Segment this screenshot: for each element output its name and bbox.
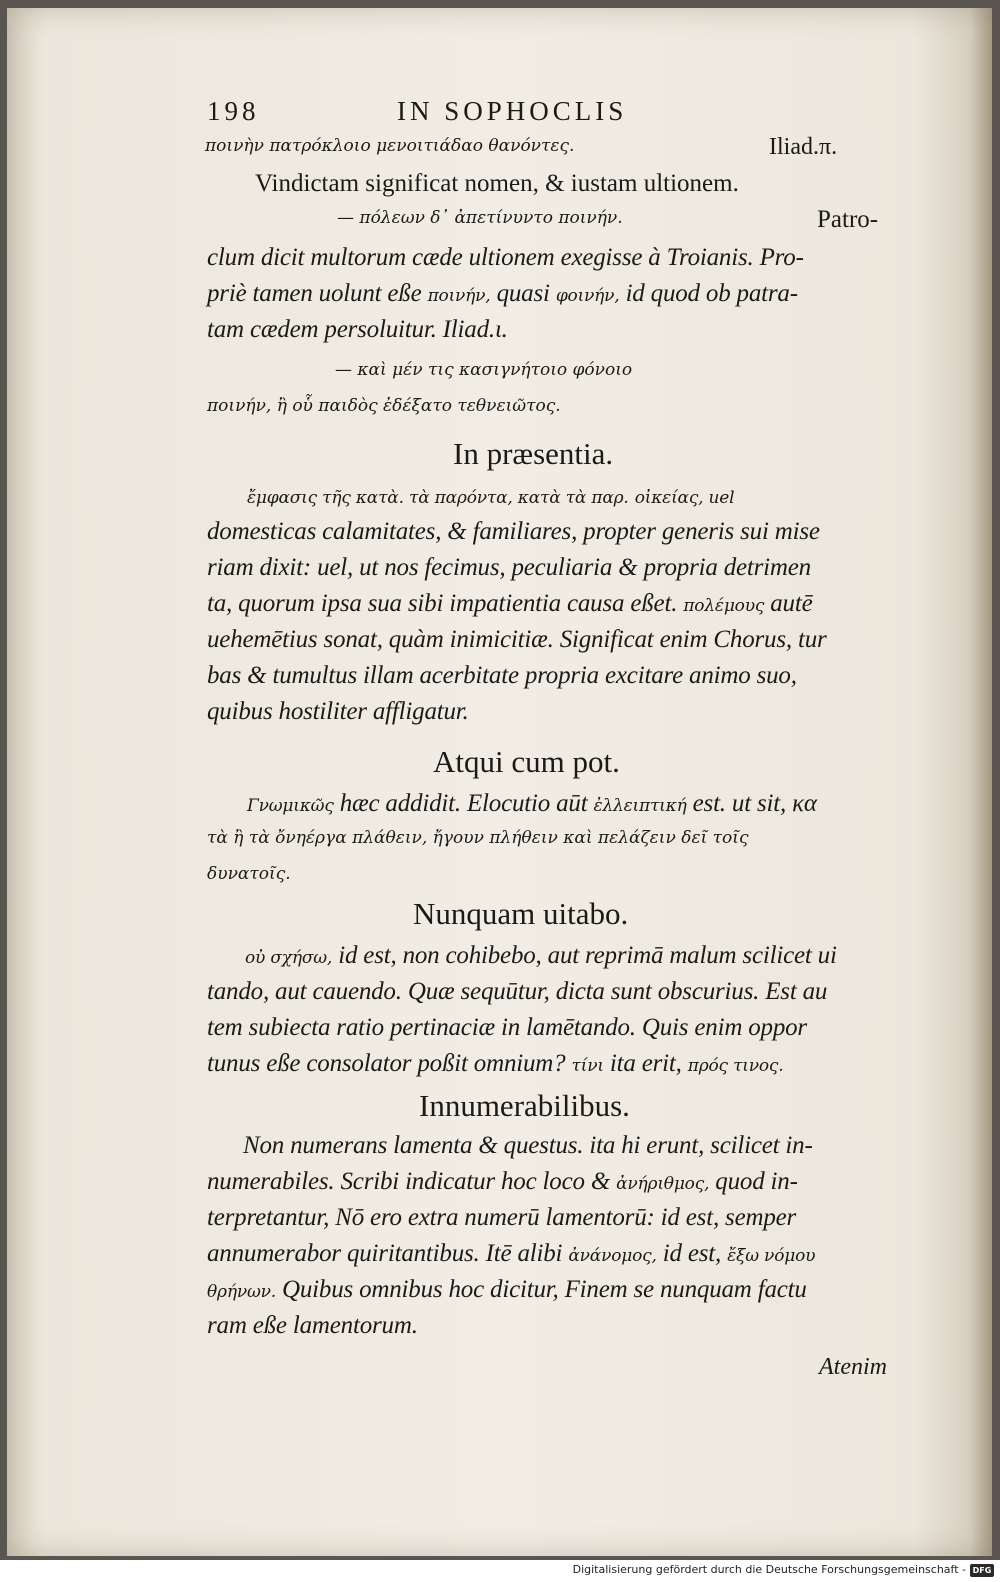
text-line [245,942,837,970]
greek-quote: — πόλεων δ᾽ ἀπετίνυντο ποινήν. [337,208,623,228]
text-line: tando, aut cauendo. Quæ sequūtur, dicta sunt obscurius. Est au [207,978,828,1005]
latin-text: annumerabor quiritantibus. Itē alibi [207,1240,563,1267]
latin-text: quod in- [715,1168,798,1195]
greek-quote: ποινήν, ἢ οὗ παιδὸς ἐδέξατο τεθνειῶτος. [207,396,561,416]
latin-text: autē [770,590,813,617]
greek-word: φοινήν, [555,286,620,306]
latin-text: ita erit, [609,1050,682,1077]
text-line: quibus hostiliter affligatur. [207,698,469,725]
greek-word: πρός τινος. [687,1056,784,1076]
latin-text: ta, quorum ipsa sua sibi impatientia causa eßet. [207,590,678,617]
page-fore-edge-shadow [970,8,992,1556]
latin-text: priè tamen uolunt eße [207,280,422,307]
greek-word: τίνι [571,1056,604,1076]
latin-text: Quibus omnibus hoc dicitur, Finem se nunquam factu [282,1276,807,1303]
dfg-logo: DFG [970,1564,994,1577]
text-line-6: tam cædem persoluitur. Iliad.ι. [207,316,508,343]
latin-text: id est, [662,1240,722,1267]
section-heading-in-praesentia: In præsentia. [453,436,614,471]
text-line-3-greek [337,208,623,228]
text-line-7 [335,360,632,380]
text-line [247,790,817,818]
greek-text: ἔμφασις τῆς κατὰ. τὰ παρόντα, κατὰ τὰ παρ. [247,488,629,508]
text-line: terpretantur, Nō ero extra numerū lamentorū: id est, semper [207,1204,797,1231]
greek-word: πολέμους [683,596,765,616]
greek-word: θρήνων. [207,1282,276,1302]
text-line [207,1050,783,1078]
greek-word: Γνωμικῶς [247,796,334,816]
greek-quote: ποινὴν πατρόκλοιο μενοιτιάδαο θανόντες. [205,136,575,156]
text-line-4: clum dicit multorum cæde ultionem exegisse à Troianis. Pro- [207,244,804,271]
book-page [7,8,992,1556]
text-line: domesticas calamitates, & familiares, propter generis sui mise [207,518,820,545]
text-line [207,1240,815,1268]
latin-text: quasi [496,280,550,307]
text-line-8 [207,396,561,416]
text-line: bas & tumultus illam acerbitate propria excitare animo suo, [207,662,797,689]
latin-text: id est, non cohibebo, aut reprimā malum scilicet ui [338,942,837,969]
text-line [207,1168,798,1196]
text-line-5 [207,280,798,308]
greek-word: ἀνάνομος, [568,1246,657,1266]
text-line [207,864,291,884]
text-line: tem subiecta ratio pertinaciæ in lamētando. Quis enim oppor [207,1014,807,1041]
greek-word: ἔξω νόμου [727,1246,816,1266]
text-line: ram eße lamentorum. [207,1312,418,1339]
latin-text: est. ut sit, κα [692,790,817,817]
text-line-2: Vindictam significat nomen, & iustam ultionem. [255,170,739,197]
section-heading-nunquam-uitabo: Nunquam uitabo. [413,896,629,931]
text-line [207,1276,807,1304]
latin-text: οἰκείας, uel [634,488,735,508]
text-line [207,590,812,618]
greek-text: τὰ ἢ τὰ ὄνηέργα πλάθειν, ἤγουν πλήθειν καὶ πελάζειν δεῖ τοῖς [207,828,749,848]
greek-quote: — καὶ μέν τις κασιγνήτοιο φόνοιο [335,360,633,380]
latin-text: numerabiles. Scribi indicatur hoc loco & [207,1168,611,1195]
digitization-footer [0,1560,1000,1582]
latin-text: hæc addidit. Elocutio aūt [339,790,588,817]
text-line-3-latin: Patro- [817,206,879,233]
funding-credit: Digitalisierung gefördert durch die Deutsche Forschungsgemeinschaft - [572,1563,966,1576]
greek-text: δυνατοῖς. [207,864,291,884]
text-line [247,482,734,510]
text-line [207,828,748,848]
latin-text: id quod ob patra- [625,280,798,307]
section-heading-atqui-cum-pot: Atqui cum pot. [433,744,620,779]
latin-text: tunus eße consolator poßit omnium? [207,1050,566,1077]
greek-word: ἐλλειπτική [593,796,687,816]
running-title: IN SOPHOCLIS [397,96,628,126]
text-line: riam dixit: uel, ut nos fecimus, peculiaria & propria detrimen [207,554,811,581]
text-line-1 [205,136,574,156]
text-line: uehemētius sonat, quàm inimicitiæ. Significat enim Chorus, tur [207,626,827,653]
text-line: Non numerans lamenta & questus. ita hi erunt, scilicet in- [243,1132,813,1159]
greek-word: ἀνήριθμος, [616,1174,710,1194]
greek-word: ποινήν, [427,286,491,306]
citation-iliad-pi: Iliad.π. [769,134,838,160]
catchword: Atenim [819,1354,887,1380]
page-number: 198 [207,96,260,126]
section-heading-innumerabilibus: Innumerabilibus. [419,1088,630,1123]
greek-word: οὐ σχήσω, [245,948,333,968]
